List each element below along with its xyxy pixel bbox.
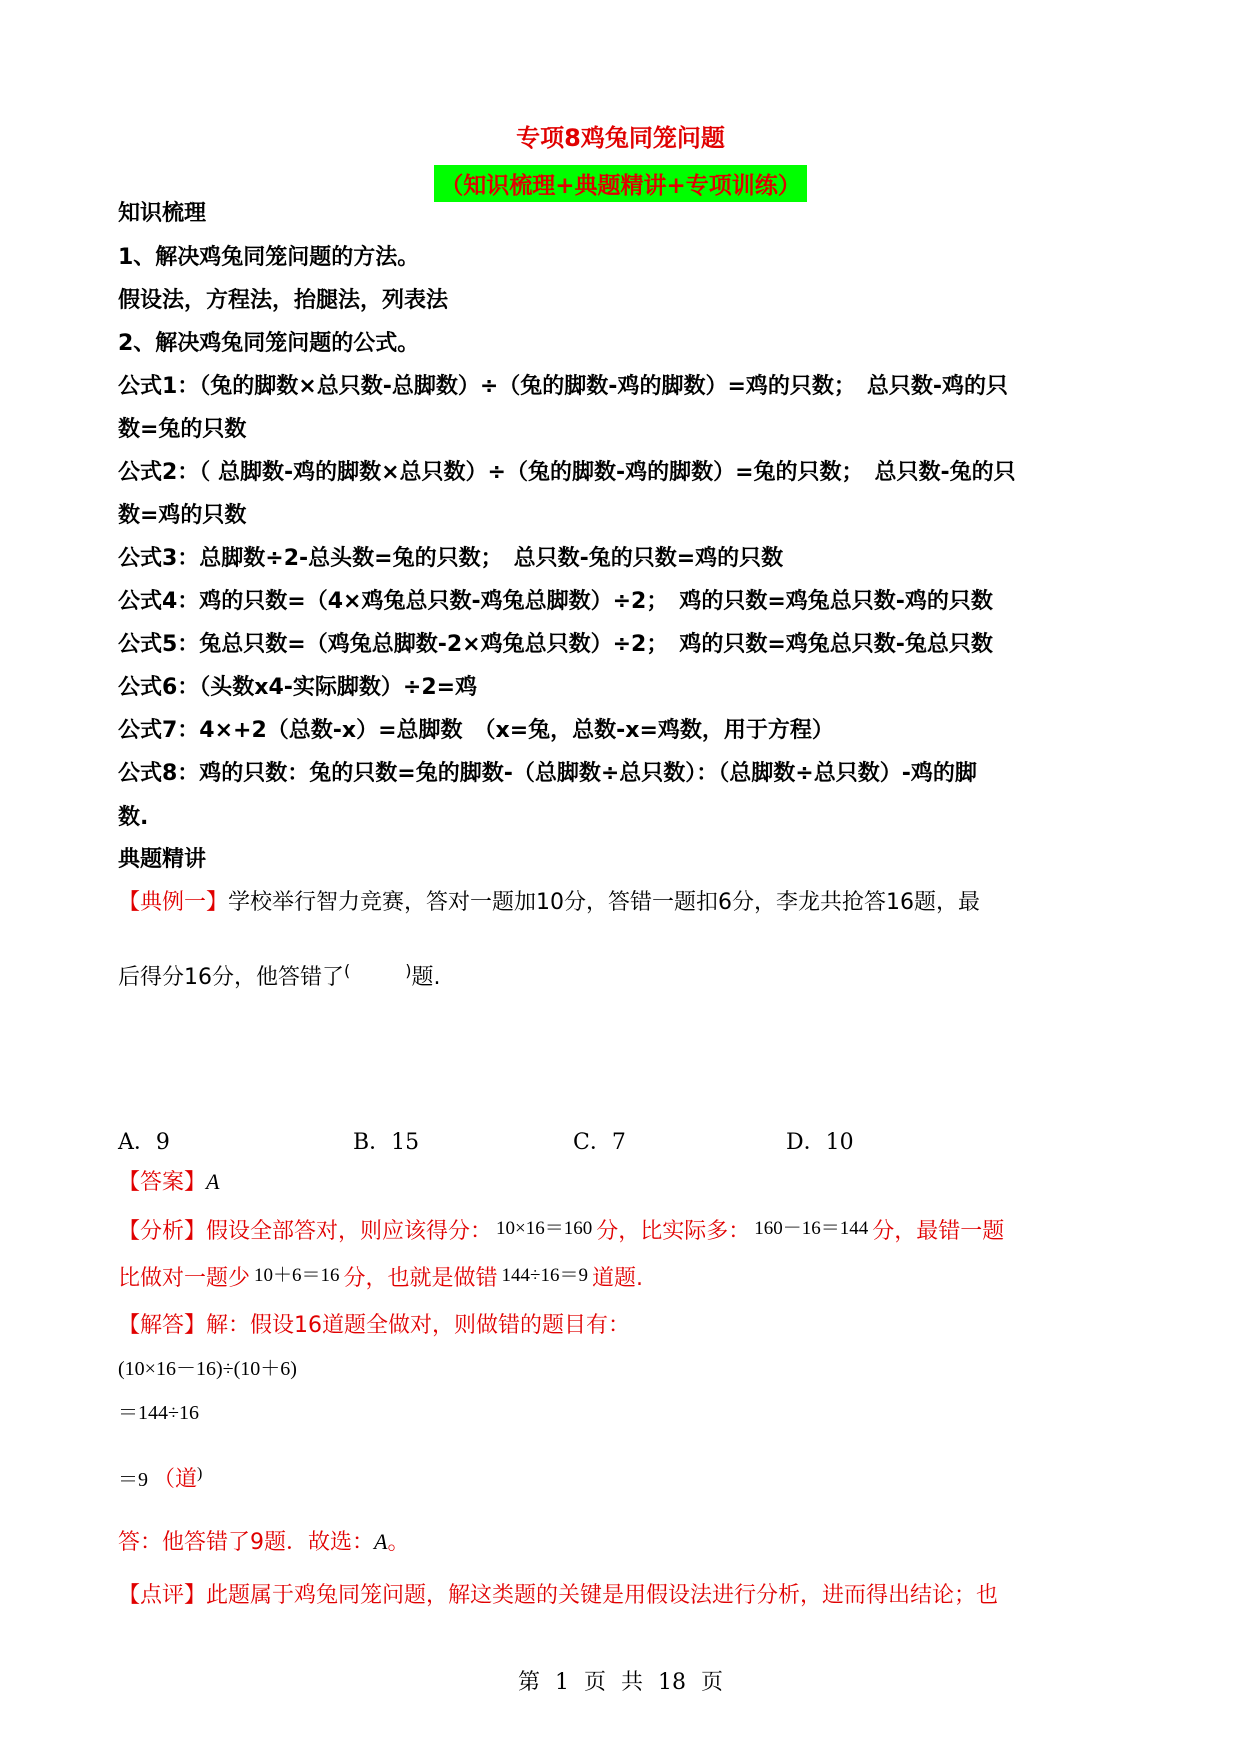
blank-paren-open: ( (344, 961, 351, 980)
solution-line (118, 1308, 1128, 1339)
formula-4: 公式4：鸡的只数=（4×鸡兔总只数-鸡兔总脚数）÷2； 鸡的只数=鸡兔总只数-鸡的只数 (118, 589, 993, 614)
blank-paren-close: ) (405, 961, 412, 980)
formula-1-line-1: 公式1：（兔的脚数×总只数-总脚数）÷（兔的脚数-鸡的脚数）=鸡的只数； 总只数-鸡的只 (118, 374, 1009, 399)
knowledge-item-1: 1、解决鸡兔同笼问题的方法。 (118, 245, 420, 270)
analysis-text-4: 比做对一题少 (118, 1266, 251, 1291)
formula-2-line-1: 公式2：（ 总脚数-鸡的脚数×总只数）÷（兔的脚数-鸡的脚数）=兔的只数； 总只数-兔的只 (118, 460, 1016, 485)
choice-b: B．15 (353, 1130, 420, 1155)
formula-1-line-2: 数=兔的只数 (118, 417, 247, 442)
question-text-3: 题. (411, 965, 441, 990)
solution-math-1: (10×16－16)÷(10＋6) (118, 1358, 297, 1380)
solution-tag: 【解答】 (118, 1313, 207, 1338)
question-text-2: 后得分16分，他答错了 (118, 965, 344, 990)
solution-unit-close: ) (197, 1465, 203, 1482)
choice-c: C．7 (573, 1130, 626, 1155)
formula-2-line-2: 数=鸡的只数 (118, 503, 247, 528)
analysis-text-5: 分，也就是做错 (343, 1266, 498, 1291)
answer-tag: 【答案】 (118, 1170, 207, 1195)
formula-3: 公式3：总脚数÷2-总头数=兔的只数； 总只数-兔的只数=鸡的只数 (118, 546, 784, 571)
solution-math-2: ＝144÷16 (118, 1402, 199, 1424)
page-subtitle: （知识梳理+典题精讲+专项训练） (434, 165, 807, 202)
formula-8-line-1: 公式8：鸡的只数：兔的只数=兔的脚数-（总脚数÷总只数）：（总脚数÷总只数）-鸡的脚 (118, 761, 977, 786)
page-footer: 第 1 页 共 18 页 (518, 1670, 723, 1695)
knowledge-item-2: 2、解决鸡兔同笼问题的公式。 (118, 331, 420, 356)
solution-unit: （道 (153, 1467, 198, 1492)
final-answer-end: 。 (387, 1530, 410, 1555)
analysis-text-1: 假设全部答对，则应该得分： (206, 1219, 493, 1244)
final-answer-line (118, 1525, 1128, 1556)
analysis-line-1 (118, 1213, 1128, 1245)
formula-8-line-2: 数. (118, 805, 149, 830)
solution-text: 解：假设16道题全做对，则做错的题目有： (206, 1313, 631, 1338)
solution-result: ＝9 (118, 1469, 148, 1491)
analysis-math-1: 10×16＝160 (496, 1218, 593, 1239)
comment-tag: 【点评】 (118, 1583, 207, 1608)
answer-value: A (206, 1169, 220, 1194)
formula-7: 公式7：4×+2（总数-x）=总脚数 （x=兔，总数-x=鸡数，用于方程） (118, 718, 834, 743)
final-answer-text: 答：他答错了9题．故选： (118, 1530, 374, 1555)
example-heading: 典题精讲 (118, 847, 207, 872)
example-tag: 【典例一】 (118, 890, 229, 915)
analysis-text-2: 分，比实际多： (596, 1219, 751, 1244)
question-text-1: 学校举行智力竞赛，答对一题加10分，答错一题扣6分，李龙共抢答16题，最 (228, 890, 981, 915)
knowledge-heading: 知识梳理 (118, 201, 207, 226)
comment-text: 此题属于鸡兔同笼问题，解这类题的关键是用假设法进行分析，进而得出结论；也 (206, 1583, 999, 1608)
analysis-math-3: 10＋6＝16 (254, 1265, 340, 1286)
choice-a: A．9 (118, 1130, 170, 1155)
formula-5: 公式5：兔总只数=（鸡兔总脚数-2×鸡兔总只数）÷2； 鸡的只数=鸡兔总只数-兔总只数 (118, 632, 993, 657)
analysis-text-3: 分，最错一题 (872, 1219, 1005, 1244)
analysis-line-2 (118, 1260, 1128, 1292)
solution-math-3 (118, 1462, 202, 1493)
analysis-math-2: 160－16＝144 (754, 1218, 869, 1239)
question-line-1 (118, 885, 1128, 916)
page-title: 专项8鸡兔同笼问题 (516, 124, 725, 152)
analysis-tag: 【分析】 (118, 1219, 207, 1244)
final-answer-choice: A (374, 1529, 388, 1554)
formula-6: 公式6：（头数x4-实际脚数）÷2=鸡 (118, 675, 478, 700)
comment-line (118, 1578, 1128, 1609)
question-line-2 (118, 960, 1128, 991)
analysis-math-4: 144÷16＝9 (501, 1265, 588, 1286)
choice-d: D．10 (786, 1130, 854, 1155)
methods-line: 假设法，方程法，抬腿法，列表法 (118, 288, 449, 313)
analysis-text-6: 道题. (591, 1266, 643, 1291)
answer-line (118, 1165, 1128, 1196)
